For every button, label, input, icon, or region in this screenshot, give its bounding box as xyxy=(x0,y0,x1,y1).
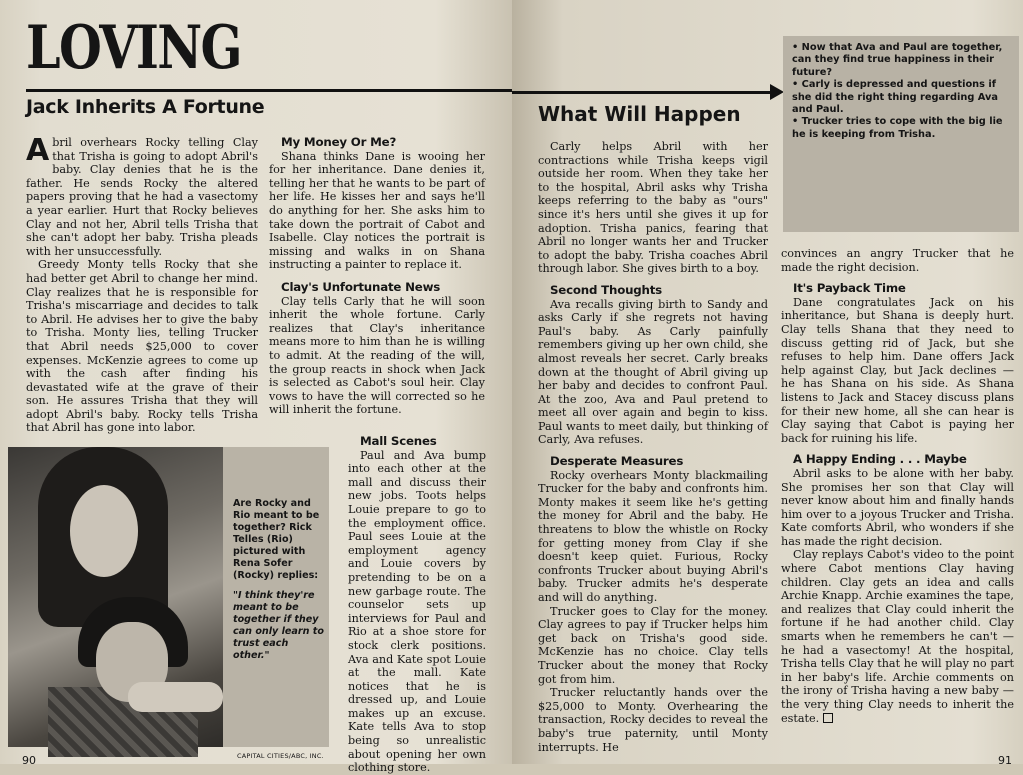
photo-credit: CAPITAL CITIES/ABC, INC. xyxy=(237,752,324,760)
caption-quote: "I think they're meant to be together if they can only learn to trust each other." xyxy=(233,590,324,661)
right-column-2 xyxy=(781,247,1014,725)
bullet-list xyxy=(792,42,1016,141)
paragraph: convinces an angry Trucker that he made the right decision. xyxy=(781,247,1014,274)
paragraph: bril overhears Rocky telling Clay that Trisha is going to adopt Abril's baby. Clay denies that he is the father. He sends Rocky the altered papers proving that he had a vasectomy a year earlier. Hurt that Rocky believes Clay and not her, Abril tells Trisha that she can't adopt her baby. Trisha pleads with her unsuccessfully. xyxy=(26,136,258,258)
headline: Jack Inherits A Fortune xyxy=(26,96,265,118)
paragraph: Greedy Monty tells Rocky that she had better get Abril to change her mind. Clay realizes that he is responsible for Trisha's miscarriage and decides to talk to Abril. He advises her to give the baby to Trisha. Monty lies, telling Trucker that Abril needs $25,000 to cover expenses. McKenzie agrees to come up with the cash after finding his devastated wife at the grave of their son. He assures Trisha that they will adopt Abril's baby. Rocky tells Trisha that Abril has gone into labor. xyxy=(26,258,258,435)
headline: What Will Happen xyxy=(538,102,741,126)
arrow-icon xyxy=(770,84,784,100)
subhead: My Money Or Me? xyxy=(281,135,397,149)
masthead: LOVING xyxy=(26,13,241,83)
subhead: A Happy Ending . . . Maybe xyxy=(793,452,967,467)
bullet-item: • Trucker tries to cope with the big lie he is keeping from Trisha. xyxy=(792,116,1003,140)
caption-lead: Are Rocky and Rio meant to be together? Rick Telles (Rio) pictured with Rena Sofer (Rocky) replies: xyxy=(233,498,320,581)
left-column-2 xyxy=(269,136,485,417)
end-mark-icon xyxy=(823,713,833,723)
subhead: Second Thoughts xyxy=(550,282,662,297)
paragraph: Paul and Ava bump into each other at the mall and discuss their new jobs. Toots helps Louie prepare to go to the employment office. Paul sees Louie at the employment agency and Louie covers by pretending to be on a new garbage route. The counselor sets up interviews for Paul and Rio at a shoe store for stock clerk positions. Ava and Kate spot Louie at the mall. Kate notices that he is dressed up, and Louie makes up an excuse. Kate tells Ava to stop being so unrealistic about opening her own clothing store. xyxy=(348,448,486,775)
bullet-item: • Carly is depressed and questions if she did the right thing regarding Ava and Paul. xyxy=(792,79,998,116)
paragraph: Clay tells Carly that he will soon inherit the whole fortune. Carly realizes that Clay's inheritance means more to him than he is willing to admit. At the reading of the will, the group reacts in shock when Jack is selected as Cabot's soul heir. Clay vows to have the will corrected so he will inherit the fortune. xyxy=(269,294,485,417)
paragraph: Shana thinks Dane is wooing her for her inheritance. Dane denies it, telling her that he wants to be part of her life. He kisses her and says he'll do anything for her. She asks him to take down the portrait of Cabot and Isabelle. Clay notices the portrait is missing and walks in on Shana instructing a painter to replace it. xyxy=(269,149,485,272)
cast-photo xyxy=(8,447,223,747)
paragraph: Clay replays Cabot's video to the point where Cabot mentions Clay having children. Clay gets an idea and calls Archie Knapp. Archie examines the tape, and realizes that Clay could inherit the fortune if he had another child. Clay smarts when he remembers he can't — he had a vasectomy! At the hospital, Trisha tells Clay that he will play no part in her baby's life. Archie comments on the irony of Trisha having a new baby — the very thing Clay needs to inherit the estate. xyxy=(781,548,1014,725)
page-number: 91 xyxy=(998,754,1012,767)
subhead: It's Payback Time xyxy=(793,281,906,296)
drop-cap: A xyxy=(26,133,50,168)
arrow-line xyxy=(512,91,774,94)
left-column-1 xyxy=(26,133,258,435)
left-column-3 xyxy=(348,435,486,775)
subhead: Desperate Measures xyxy=(550,454,684,469)
subhead: Mall Scenes xyxy=(360,434,437,448)
paragraph: Rocky overhears Monty blackmailing Trucker for the baby and confronts him. Monty makes it seem like he's getting the money for Abril and the baby. He threatens to blow the whistle on Rocky for getting money from Clay if she doesn't keep quiet. Furious, Rocky confronts Trucker about buying Abril's baby. Trucker admits he's desperate and will do anything. xyxy=(538,468,768,604)
paragraph: Abril asks to be alone with her baby. She promises her son that Clay will never know about him and finally hands him over to a joyous Trucker and Trisha. Kate comforts Abril, who wonders if she has made the right decision. xyxy=(781,466,1014,548)
subhead: Clay's Unfortunate News xyxy=(281,279,441,294)
paragraph: Trucker reluctantly hands over the $25,000 to Monty. Overhearing the transaction, Rocky decides to reveal the baby's true paternity, until Monty interrupts. He xyxy=(538,686,768,754)
paragraph: Trucker goes to Clay for the money. Clay agrees to pay if Trucker helps him get back on Trisha's good side. McKenzie has no choice. Clay tells Trucker about the money that Rocky got from him. xyxy=(538,604,768,686)
photo-caption xyxy=(233,498,325,662)
paragraph: Dane congratulates Jack on his inheritance, but Shana is deeply hurt. Clay tells Shana that they need to discuss getting rid of Jack, but she refuses to help him. Dane offers Jack help against Clay, but Jack declines — he has Shana on his side. As Shana listens to Jack and Stacey discuss plans for their new home, all she can hear is Clay saying that Cabot is paying her back for ruining his life. xyxy=(781,295,1014,445)
right-page xyxy=(512,0,1023,767)
bullet-item: • Now that Ava and Paul are together, can they find true happiness in their future? xyxy=(792,42,1003,78)
page-number: 90 xyxy=(22,754,36,767)
right-column-1 xyxy=(538,140,768,754)
paragraph: Ava recalls giving birth to Sandy and asks Carly if she regrets not having Paul's baby. As Carly painfully remembers giving up her own child, she almost reveals her secret. Carly breaks down at the thought of Abril giving up her baby and decides to confront Paul. At the zoo, Ava and Paul pretend to meet all over again and begin to kiss. Paul wants to meet daily, but thinking of Carly, Ava refuses. xyxy=(538,297,768,447)
masthead-rule xyxy=(26,89,512,92)
paragraph: Carly helps Abril with her contractions while Trisha keeps vigil outside her room. When they take her to the hospital, Abril asks why Trisha keeps referring to the baby as "ours" since it's hers until she gives it up for adoption. Trisha panics, fearing that Abril no longer wants her and Trucker to adopt the baby. Trisha coaches Abril through labor. She gives birth to a boy. xyxy=(538,140,768,276)
